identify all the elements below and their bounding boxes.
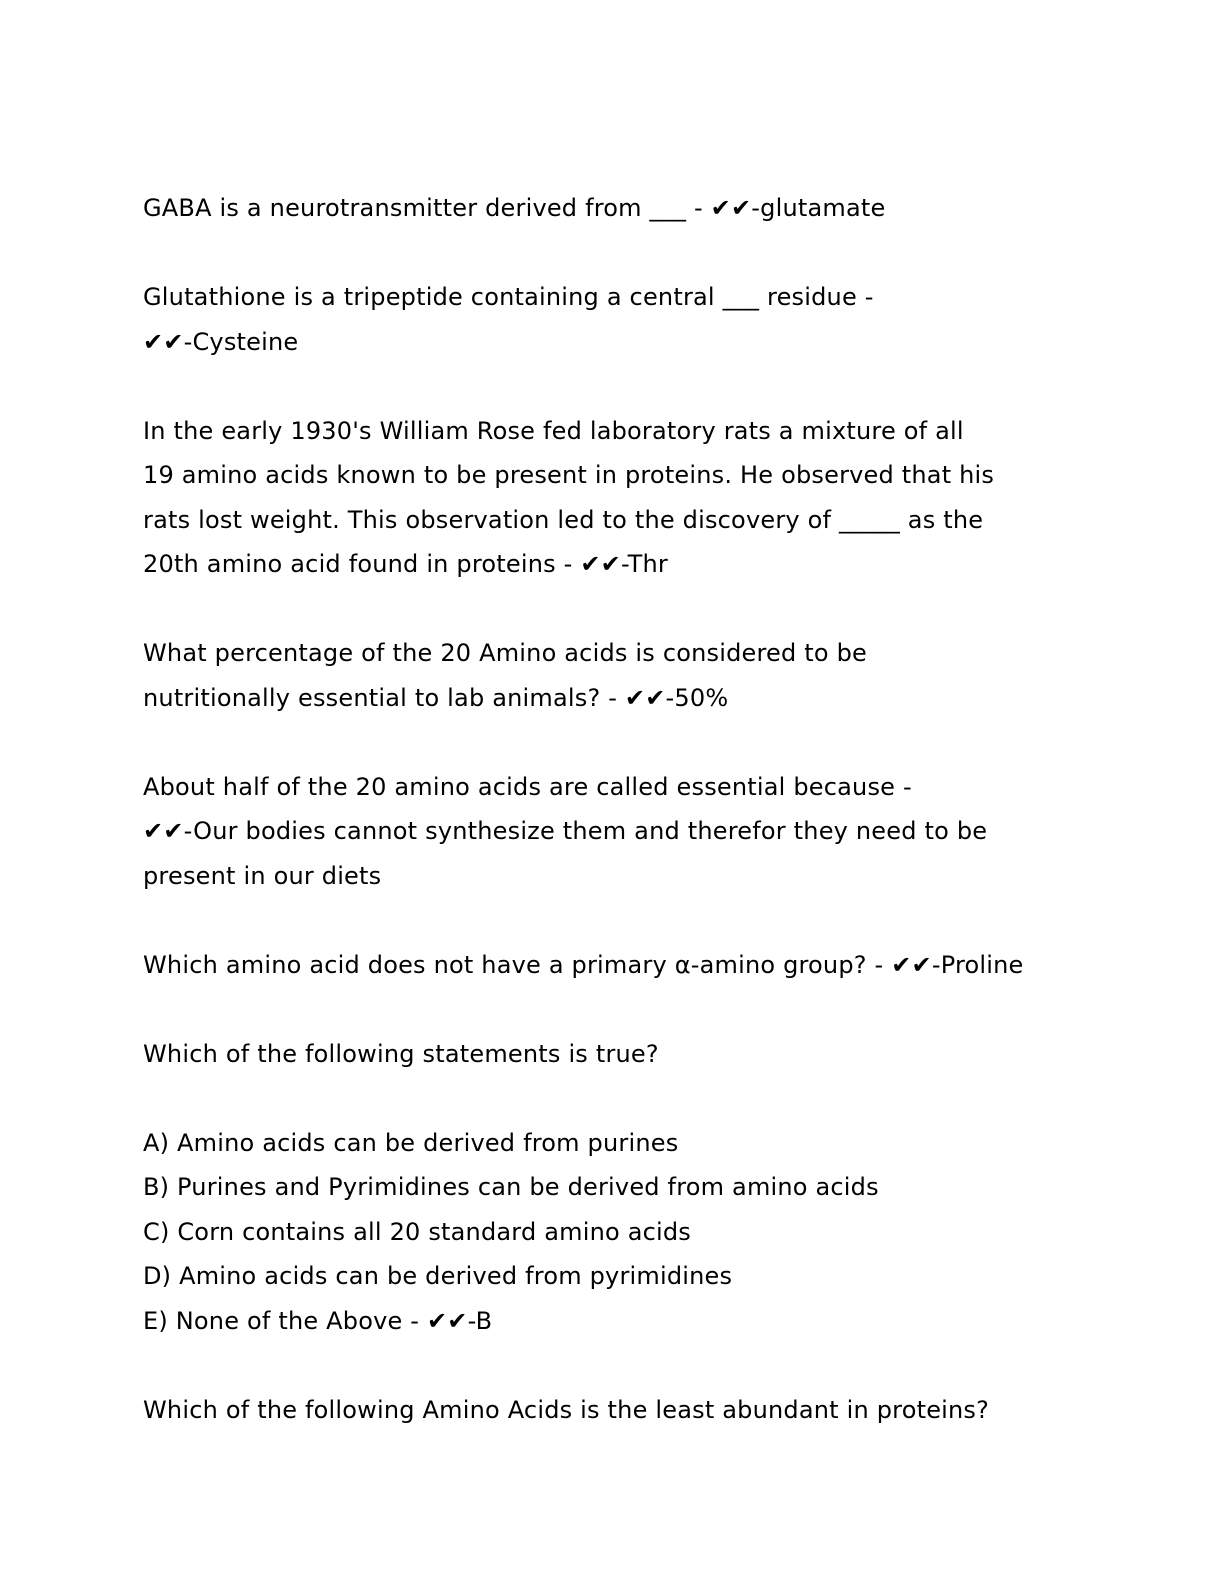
qa-paragraph bbox=[143, 947, 1143, 992]
text-line: B) Purines and Pyrimidines can be derived from amino acids bbox=[143, 1173, 879, 1201]
qa-paragraph bbox=[143, 1392, 1143, 1437]
text-line: rats lost weight. This observation led to the discovery of _____ as the bbox=[143, 505, 984, 534]
text-line: Which amino acid does not have a primary α-amino group? - ✔✔-Proline bbox=[143, 950, 1024, 979]
document-page bbox=[143, 190, 1143, 1481]
text-line: GABA is a neurotransmitter derived from ___ - ✔✔-glutamate bbox=[143, 194, 886, 222]
text-line: 19 amino acids known to be present in proteins. He observed that his bbox=[143, 461, 995, 489]
qa-paragraph bbox=[143, 279, 1143, 368]
text-line: nutritionally essential to lab animals? - ✔✔-50% bbox=[143, 683, 729, 712]
text-line: C) Corn contains all 20 standard amino acids bbox=[143, 1217, 692, 1246]
text-line: In the early 1930's William Rose fed laboratory rats a mixture of all bbox=[143, 416, 964, 445]
text-line: A) Amino acids can be derived from purines bbox=[143, 1128, 679, 1157]
qa-paragraph bbox=[143, 190, 1143, 235]
qa-paragraph bbox=[143, 1036, 1143, 1081]
text-line: D) Amino acids can be derived from pyrimidines bbox=[143, 1262, 733, 1290]
qa-paragraph bbox=[143, 769, 1143, 903]
text-line: Glutathione is a tripeptide containing a central ___ residue - bbox=[143, 283, 874, 311]
text-line: Which of the following statements is true? bbox=[143, 1039, 659, 1068]
text-line: present in our diets bbox=[143, 861, 382, 890]
text-line: ✔✔-Cysteine bbox=[143, 327, 299, 356]
text-line: ✔✔-Our bodies cannot synthesize them and therefor they need to be bbox=[143, 817, 988, 845]
text-line: What percentage of the 20 Amino acids is considered to be bbox=[143, 639, 867, 667]
text-line: Which of the following Amino Acids is the least abundant in proteins? bbox=[143, 1395, 990, 1424]
text-line: E) None of the Above - ✔✔-B bbox=[143, 1306, 493, 1335]
qa-paragraph bbox=[143, 1125, 1143, 1348]
qa-paragraph bbox=[143, 635, 1143, 724]
text-line: 20th amino acid found in proteins - ✔✔-Thr bbox=[143, 550, 668, 578]
qa-paragraph bbox=[143, 413, 1143, 591]
text-line: About half of the 20 amino acids are called essential because - bbox=[143, 772, 912, 801]
